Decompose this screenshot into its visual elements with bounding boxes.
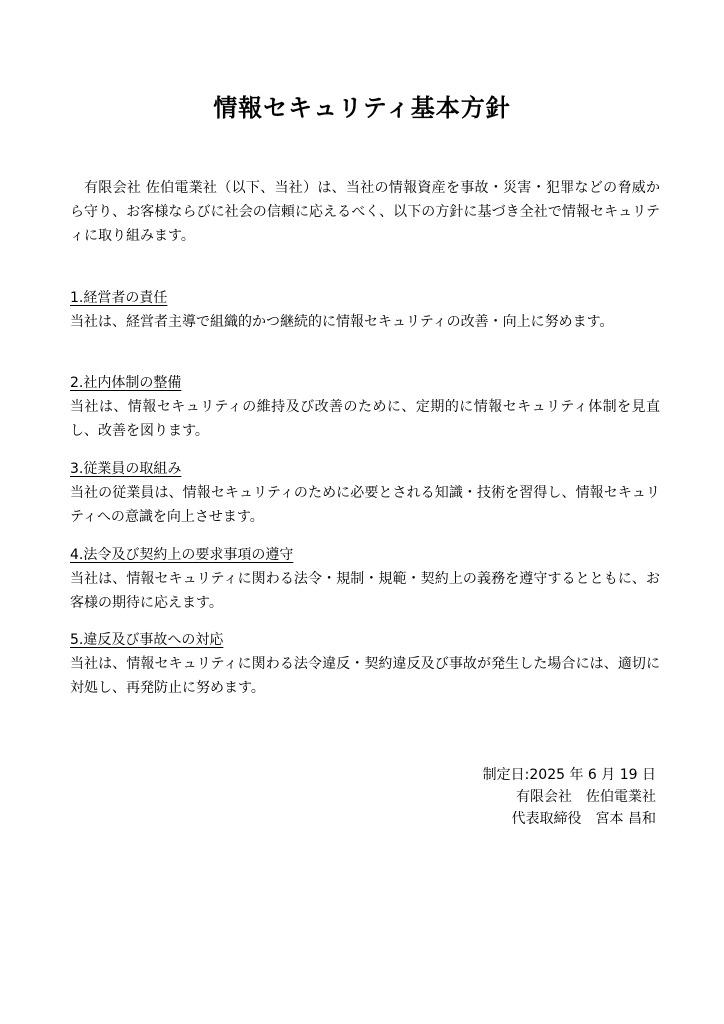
page-title: 情報セキュリティ基本方針 [213,94,511,122]
policy-section-2 [70,371,660,443]
representative-name: 代表取締役 宮本 昌和 [511,811,656,827]
policy-section-5 [70,628,660,700]
section-body: 当社は、情報セキュリティの維持及び改善のために、定期的に情報セキュリティ体制を見直し、改善を図ります。 [70,399,660,439]
policy-section-3 [70,457,660,529]
section-heading: 1.経営者の責任 [70,290,168,306]
policy-section-4 [70,543,660,615]
intro-paragraph: 有限会社 佐伯電業社（以下、当社）は、当社の情報資産を事故・災害・犯罪などの脅威から守り、お客様ならびに社会の信頼に応えるべく、以下の方針に基づき全社で情報セキュリティに取り組みます。 [70,180,660,244]
section-body: 当社は、情報セキュリティに関わる法令・規制・規範・契約上の義務を遵守するとともに、お客様の期待に応えます。 [70,571,660,611]
section-body: 当社の従業員は、情報セキュリティのために必要とされる知識・技術を習得し、情報セキュリティへの意識を向上させます。 [70,485,660,525]
section-heading: 5.違反及び事故への対応 [70,632,224,648]
section-heading: 2.社内体制の整備 [70,375,182,391]
policy-section-1 [70,286,660,334]
section-heading: 4.法令及び契約上の要求事項の遵守 [70,547,294,563]
signature-block [483,764,656,830]
section-body: 当社は、情報セキュリティに関わる法令違反・契約違反及び事故が発生した場合には、適切に対処し、再発防止に努めます。 [70,656,660,696]
section-heading: 3.従業員の取組み [70,461,182,477]
section-body: 当社は、経営者主導で組織的かつ継続的に情報セキュリティの改善・向上に努めます。 [70,314,614,330]
enactment-date: 制定日:2025 年 6 月 19 日 [482,767,656,783]
company-name: 有限会社 佐伯電業社 [516,789,656,805]
